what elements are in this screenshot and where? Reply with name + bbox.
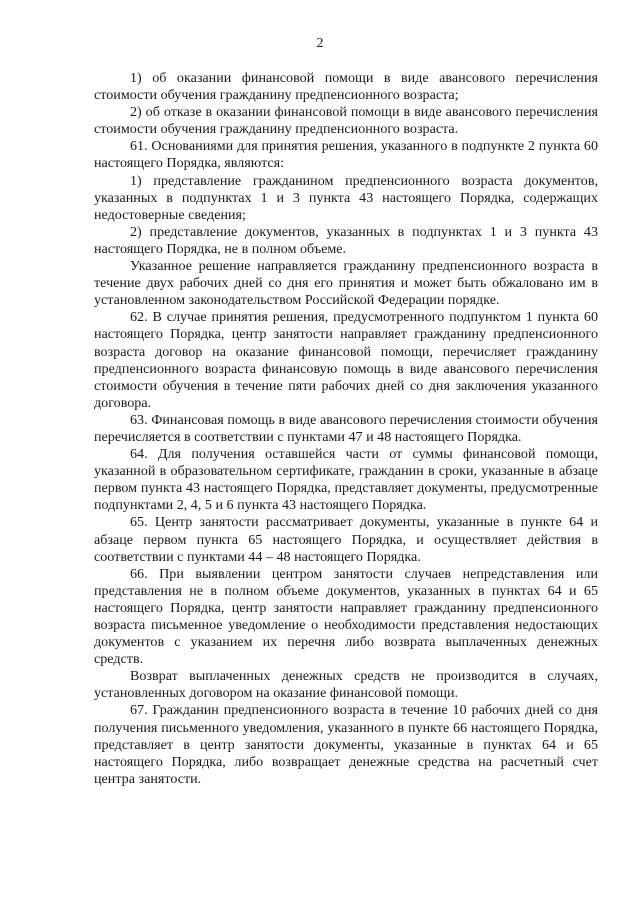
- paragraph: 67. Гражданин предпенсионного возраста в течение 10 рабочих дней со дня получения письменного уведомления, указанного в пункте 66 настоящего Порядка, представляет в центр занятости документы, указанные в пунктах 64 и 65 настоящего Порядка, либо возвращает денежные средства на расчетный счет центра занятости.: [94, 702, 598, 787]
- paragraph: 64. Для получения оставшейся части от суммы финансовой помощи, указанной в образовательном сертификате, гражданин в сроки, указанные в абзаце первом пункта 43 настоящего Порядка, представляет документы, предусмотренные подпунктами 2, 4, 5 и 6 пункта 43 настоящего Порядка.: [94, 446, 598, 514]
- paragraph: Возврат выплаченных денежных средств не производится в случаях, установленных договором на оказание финансовой помощи.: [94, 668, 598, 702]
- paragraph: 61. Основаниями для принятия решения, указанного в подпункте 2 пункта 60 настоящего Порядка, являются:: [94, 138, 598, 172]
- page-number: 2: [316, 36, 324, 51]
- paragraph: Указанное решение направляется гражданину предпенсионного возраста в течение двух рабочих дней со дня его принятия и может быть обжаловано им в установленном законодательством Российской Федерации порядке.: [94, 258, 598, 309]
- paragraph: 1) об оказании финансовой помощи в виде авансового перечисления стоимости обучения гражданину предпенсионного возраста;: [94, 70, 598, 104]
- paragraph: 2) об отказе в оказании финансовой помощи в виде авансового перечисления стоимости обучения гражданину предпенсионного возраста.: [94, 104, 598, 138]
- paragraph: 2) представление документов, указанных в подпунктах 1 и 3 пункта 43 настоящего Порядка, не в полном объеме.: [94, 223, 598, 257]
- paragraph: 66. При выявлении центром занятости случаев непредставления или представления не в полном объеме документов, указанных в пунктах 64 и 65 настоящего Порядка, центр занятости направляет гражданину предпенсионного возраста письменное уведомление о необходимости представления недостающих документов с указанием их перечня либо возврата выплаченных денежных средств.: [94, 565, 598, 668]
- paragraph: 65. Центр занятости рассматривает документы, указанные в пункте 64 и абзаце первом пункта 65 настоящего Порядка, и осуществляет действия в соответствии с пунктами 44 – 48 настоящего Порядка.: [94, 514, 598, 565]
- paragraph: 1) представление гражданином предпенсионного возраста документов, указанных в подпунктах 1 и 3 пункта 43 настоящего Порядка, содержащих недостоверные сведения;: [94, 172, 598, 223]
- document-body: [94, 70, 598, 788]
- paragraph: 62. В случае принятия решения, предусмотренного подпунктом 1 пункта 60 настоящего Порядка, центр занятости направляет гражданину предпенсионного возраста договор на оказание финансовой помощи, перечисляет гражданину предпенсионного возраста финансовую помощь в виде авансового перечисления стоимости обучения в течение пяти рабочих дней со дня заключения указанного договора.: [94, 309, 598, 411]
- paragraph: 63. Финансовая помощь в виде авансового перечисления стоимости обучения перечисляется в соответствии с пунктами 47 и 48 настоящего Порядка.: [94, 411, 598, 445]
